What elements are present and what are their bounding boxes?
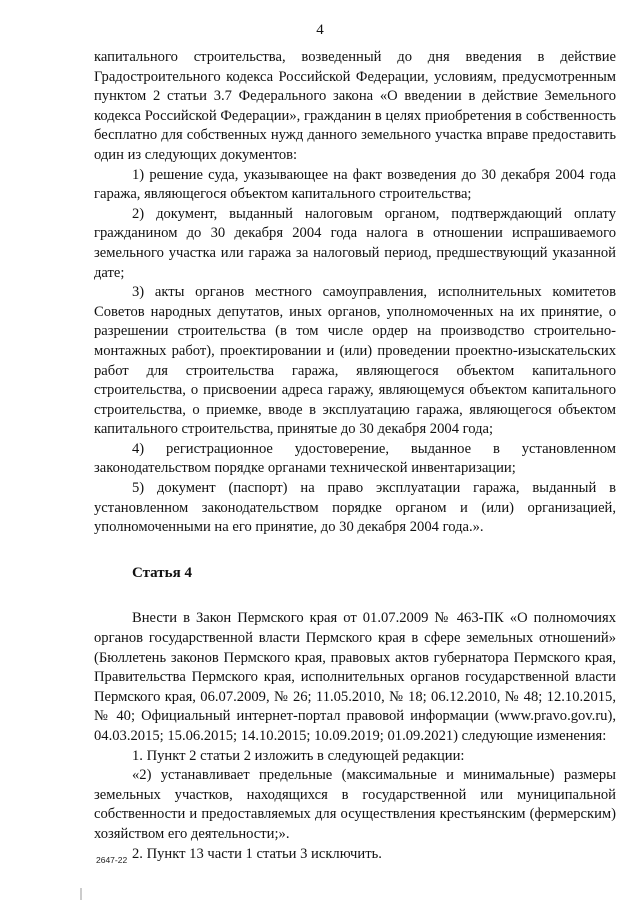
paragraph: 2. Пункт 13 части 1 статьи 3 исключить. — [132, 845, 382, 862]
paragraph: «2) устанавливает предельные (максимальные и минимальные) размеры земельных участков, находящихся в государственной или муниципальной собственности и предоставляемых для осуществления крестьянским (фермерским) хозяйством его деятельности;». — [94, 767, 616, 842]
paragraph: 5) документ (паспорт) на право эксплуатации гаража, выданный в установленном законодательством порядке органом и (или) организацией, уполномоченными на его принятие, до 30 декабря 2004 года.». — [94, 480, 616, 536]
paragraph: 1. Пункт 2 статьи 2 изложить в следующей редакции: — [132, 747, 465, 764]
scan-edge-mark — [80, 888, 82, 900]
paragraph: Внести в Закон Пермского края от 01.07.2009 № 463-ПК «О полномочиях органов государственной власти Пермского края в сфере земельных отношений» (Бюллетень законов Пермского края, правовых актов губернатора Пермского края, Правительства Пермского края, исполнительных органов государственной власти Пермского края, 06.07.2009, № 26; 11.05.2010, № 18; 06.12.2010, № 48; 12.10.2015, № 40; Официальный интернет-портал правовой информации (www.pravo.gov.ru), 04.03.2015; 15.06.2015; 14.10.2015; 10.09.2019; 01.09.2021) следующие изменения: — [94, 610, 616, 744]
document-body — [94, 48, 616, 864]
page-number: 4 — [316, 22, 324, 38]
article-heading: Статья 4 — [132, 564, 192, 581]
document-code: 2647-22 — [96, 855, 128, 865]
article-3-continuation — [94, 48, 616, 538]
paragraph: 3) акты органов местного самоуправления, исполнительных комитетов Советов народных депутатов, иных органов, уполномоченных на их принятие, о разрешении строительства (в том числе ордер на производство строительно-монтажных работ), проектировании и (или) проведении проектно-изыскательских работ для строительства гаража, являющегося объектом капитального строительства, о присвоении адреса гаражу, являющемуся объектом капитального строительства, о приемке, вводе в эксплуатацию гаража, являющегося объектом капитального строительства, принятые до 30 декабря 2004 года; — [94, 284, 616, 438]
paragraph: 2) документ, выданный налоговым органом, подтверждающий оплату гражданином до 30 декабря 2004 года налога в отношении испрашиваемого земельного участка или гаража за налоговый период, предшествующий указанной дате; — [94, 205, 616, 281]
paragraph: 1) решение суда, указывающее на факт возведения до 30 декабря 2004 года гаража, являющегося объектом капитального строительства; — [94, 166, 616, 203]
article-4-body — [94, 609, 616, 864]
paragraph: 4) регистрационное удостоверение, выданное в установленном законодательством порядке органами технической инвентаризации; — [94, 440, 616, 477]
paragraph: капитального строительства, возведенный до дня введения в действие Градостроительного кодекса Российской Федерации, условиям, предусмотренным пунктом 2 статьи 3.7 Федерального закона «О введении в действие Земельного кодекса Российской Федерации», гражданин в целях приобретения в собственность бесплатно для собственных нужд данного земельного участка вправе предоставить один из следующих документов: — [94, 49, 616, 163]
